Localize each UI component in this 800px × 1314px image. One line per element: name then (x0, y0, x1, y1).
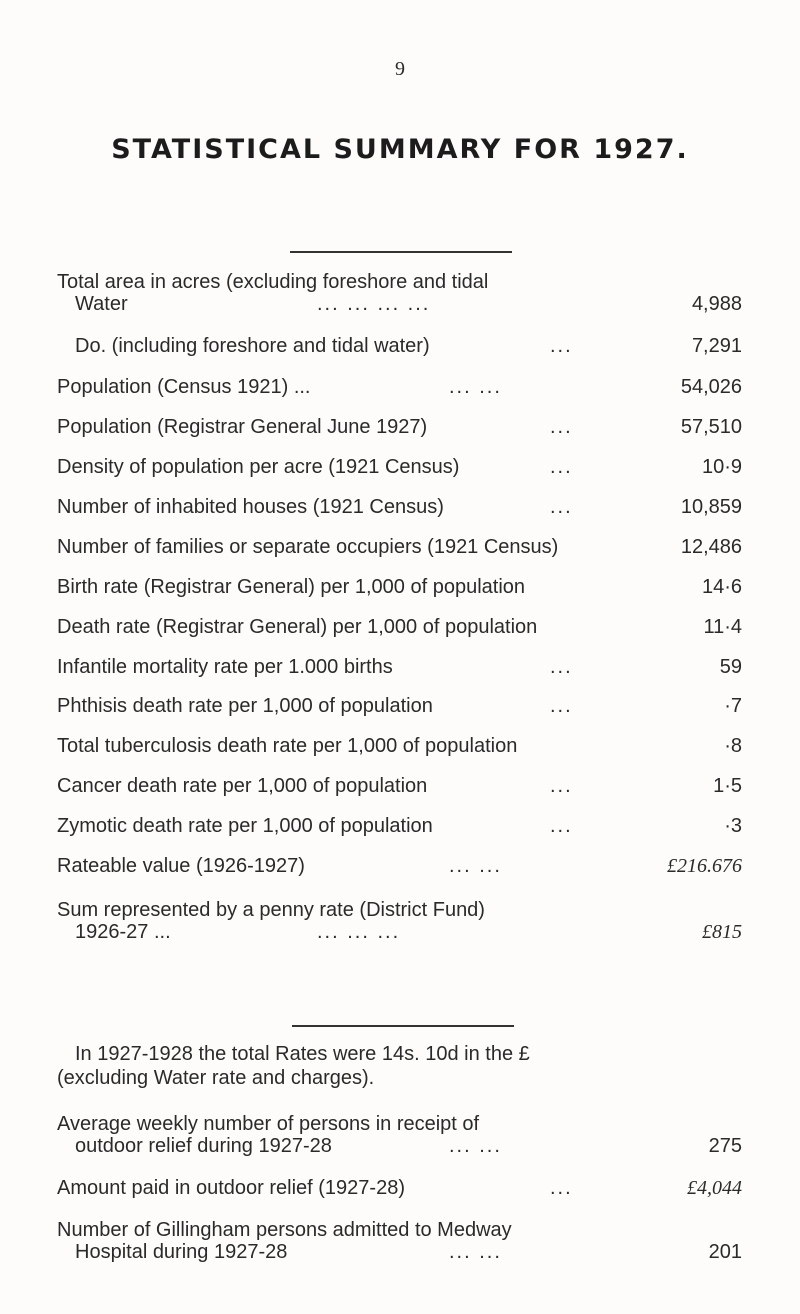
row-value: 275 (708, 1135, 742, 1157)
row-label: Rateable value (1926-1927) (57, 855, 305, 877)
row-label: Number of families or separate occupiers (1921 Census) (57, 536, 559, 558)
summary-row-penny-rate-cont (57, 918, 742, 946)
row-value: 1·5 (713, 775, 742, 797)
relief-row-weekly-persons-cont (57, 1132, 742, 1160)
page-number: 9 (395, 58, 405, 80)
row-value: 4,988 (691, 293, 742, 315)
row-label: Amount paid in outdoor relief (1927-28) (57, 1177, 405, 1199)
row-leader-dots: ... ... (449, 1241, 502, 1263)
row-leader-dots: ... ... (449, 855, 502, 877)
row-value: ·3 (724, 815, 742, 837)
row-label-cont: 1926-27 ... (75, 921, 171, 943)
row-label: Cancer death rate per 1,000 of population (57, 775, 428, 797)
relief-row-medway-admissions-cont (57, 1238, 742, 1266)
rates-note-line-2 (57, 1064, 742, 1092)
row-label: Do. (including foreshore and tidal water) (75, 335, 430, 357)
row-label: Number of inhabited houses (1921 Census) (57, 496, 444, 518)
page-title: STATISTICAL SUMMARY FOR 1927. (111, 134, 689, 165)
row-value: ·8 (724, 735, 742, 757)
summary-row-death-rate (57, 613, 742, 641)
row-leader-dots: ... (550, 496, 573, 518)
row-label: Zymotic death rate per 1,000 of population (57, 815, 433, 837)
divider-top (290, 251, 512, 253)
row-label: Sum represented by a penny rate (District Fund) (57, 899, 485, 921)
summary-row-zymotic (57, 812, 742, 840)
row-value: 11·4 (703, 616, 742, 638)
row-leader-dots: ... (550, 656, 573, 678)
row-label: Number of Gillingham persons admitted to Medway (57, 1219, 512, 1241)
row-label: Phthisis death rate per 1,000 of population (57, 695, 433, 717)
summary-row-phthisis (57, 692, 742, 720)
row-value: £815 (702, 921, 742, 943)
row-leader-dots: ... ... ... ... (317, 293, 431, 315)
row-value: £4,044 (687, 1177, 742, 1199)
summary-row-inhabited-houses (57, 493, 742, 521)
divider-bottom (292, 1025, 514, 1027)
row-leader-dots: ... (550, 456, 573, 478)
summary-row-families (57, 533, 742, 561)
row-label: Average weekly number of persons in receipt of (57, 1113, 480, 1135)
row-value: 10·9 (701, 456, 742, 478)
row-value: 59 (719, 656, 742, 678)
row-leader-dots: ... ... (449, 376, 502, 398)
row-value: 10,859 (680, 496, 742, 518)
row-leader-dots: ... (550, 416, 573, 438)
row-leader-dots: ... (550, 335, 573, 357)
row-label: Birth rate (Registrar General) per 1,000 of population (57, 576, 526, 598)
summary-row-total-area-incl (57, 332, 742, 360)
row-value: £216.676 (667, 855, 742, 877)
row-value: 14·6 (701, 576, 742, 598)
row-value: 57,510 (680, 416, 742, 438)
row-label-cont: outdoor relief during 1927-28 (75, 1135, 332, 1157)
summary-row-cancer (57, 772, 742, 800)
row-leader-dots: ... ... (449, 1135, 502, 1157)
row-label: Death rate (Registrar General) per 1,000 of population (57, 616, 538, 638)
row-value: 201 (708, 1241, 742, 1263)
row-value: ·7 (724, 695, 742, 717)
row-label: Population (Census 1921) ... (57, 376, 311, 398)
row-label: Density of population per acre (1921 Census) (57, 456, 460, 478)
row-label: Total tuberculosis death rate per 1,000 of population (57, 735, 518, 757)
relief-row-amount-paid (57, 1174, 742, 1202)
row-label: Total area in acres (excluding foreshore and tidal (57, 271, 489, 293)
row-leader-dots: ... ... ... (317, 921, 401, 943)
row-value: 54,026 (680, 376, 742, 398)
row-label: Population (Registrar General June 1927) (57, 416, 428, 438)
summary-row-population-registrar (57, 413, 742, 441)
rates-note-text: In 1927-1928 the total Rates were 14s. 10d in the £ (75, 1043, 530, 1065)
summary-row-density (57, 453, 742, 481)
rates-note-text: (excluding Water rate and charges). (57, 1067, 375, 1089)
row-label: Infantile mortality rate per 1.000 births (57, 656, 393, 678)
summary-row-population-census (57, 373, 742, 401)
row-label-cont: Water (75, 293, 128, 315)
row-value: 12,486 (680, 536, 742, 558)
row-leader-dots: ... (550, 1177, 573, 1199)
row-label-cont: Hospital during 1927-28 (75, 1241, 288, 1263)
summary-row-rateable-value (57, 852, 742, 880)
summary-row-tuberculosis (57, 732, 742, 760)
row-leader-dots: ... (550, 695, 573, 717)
summary-row-total-area-cont (57, 290, 742, 318)
row-leader-dots: ... (550, 775, 573, 797)
row-value: 7,291 (691, 335, 742, 357)
summary-row-birth-rate (57, 573, 742, 601)
summary-row-infantile-mortality (57, 653, 742, 681)
row-leader-dots: ... (550, 815, 573, 837)
